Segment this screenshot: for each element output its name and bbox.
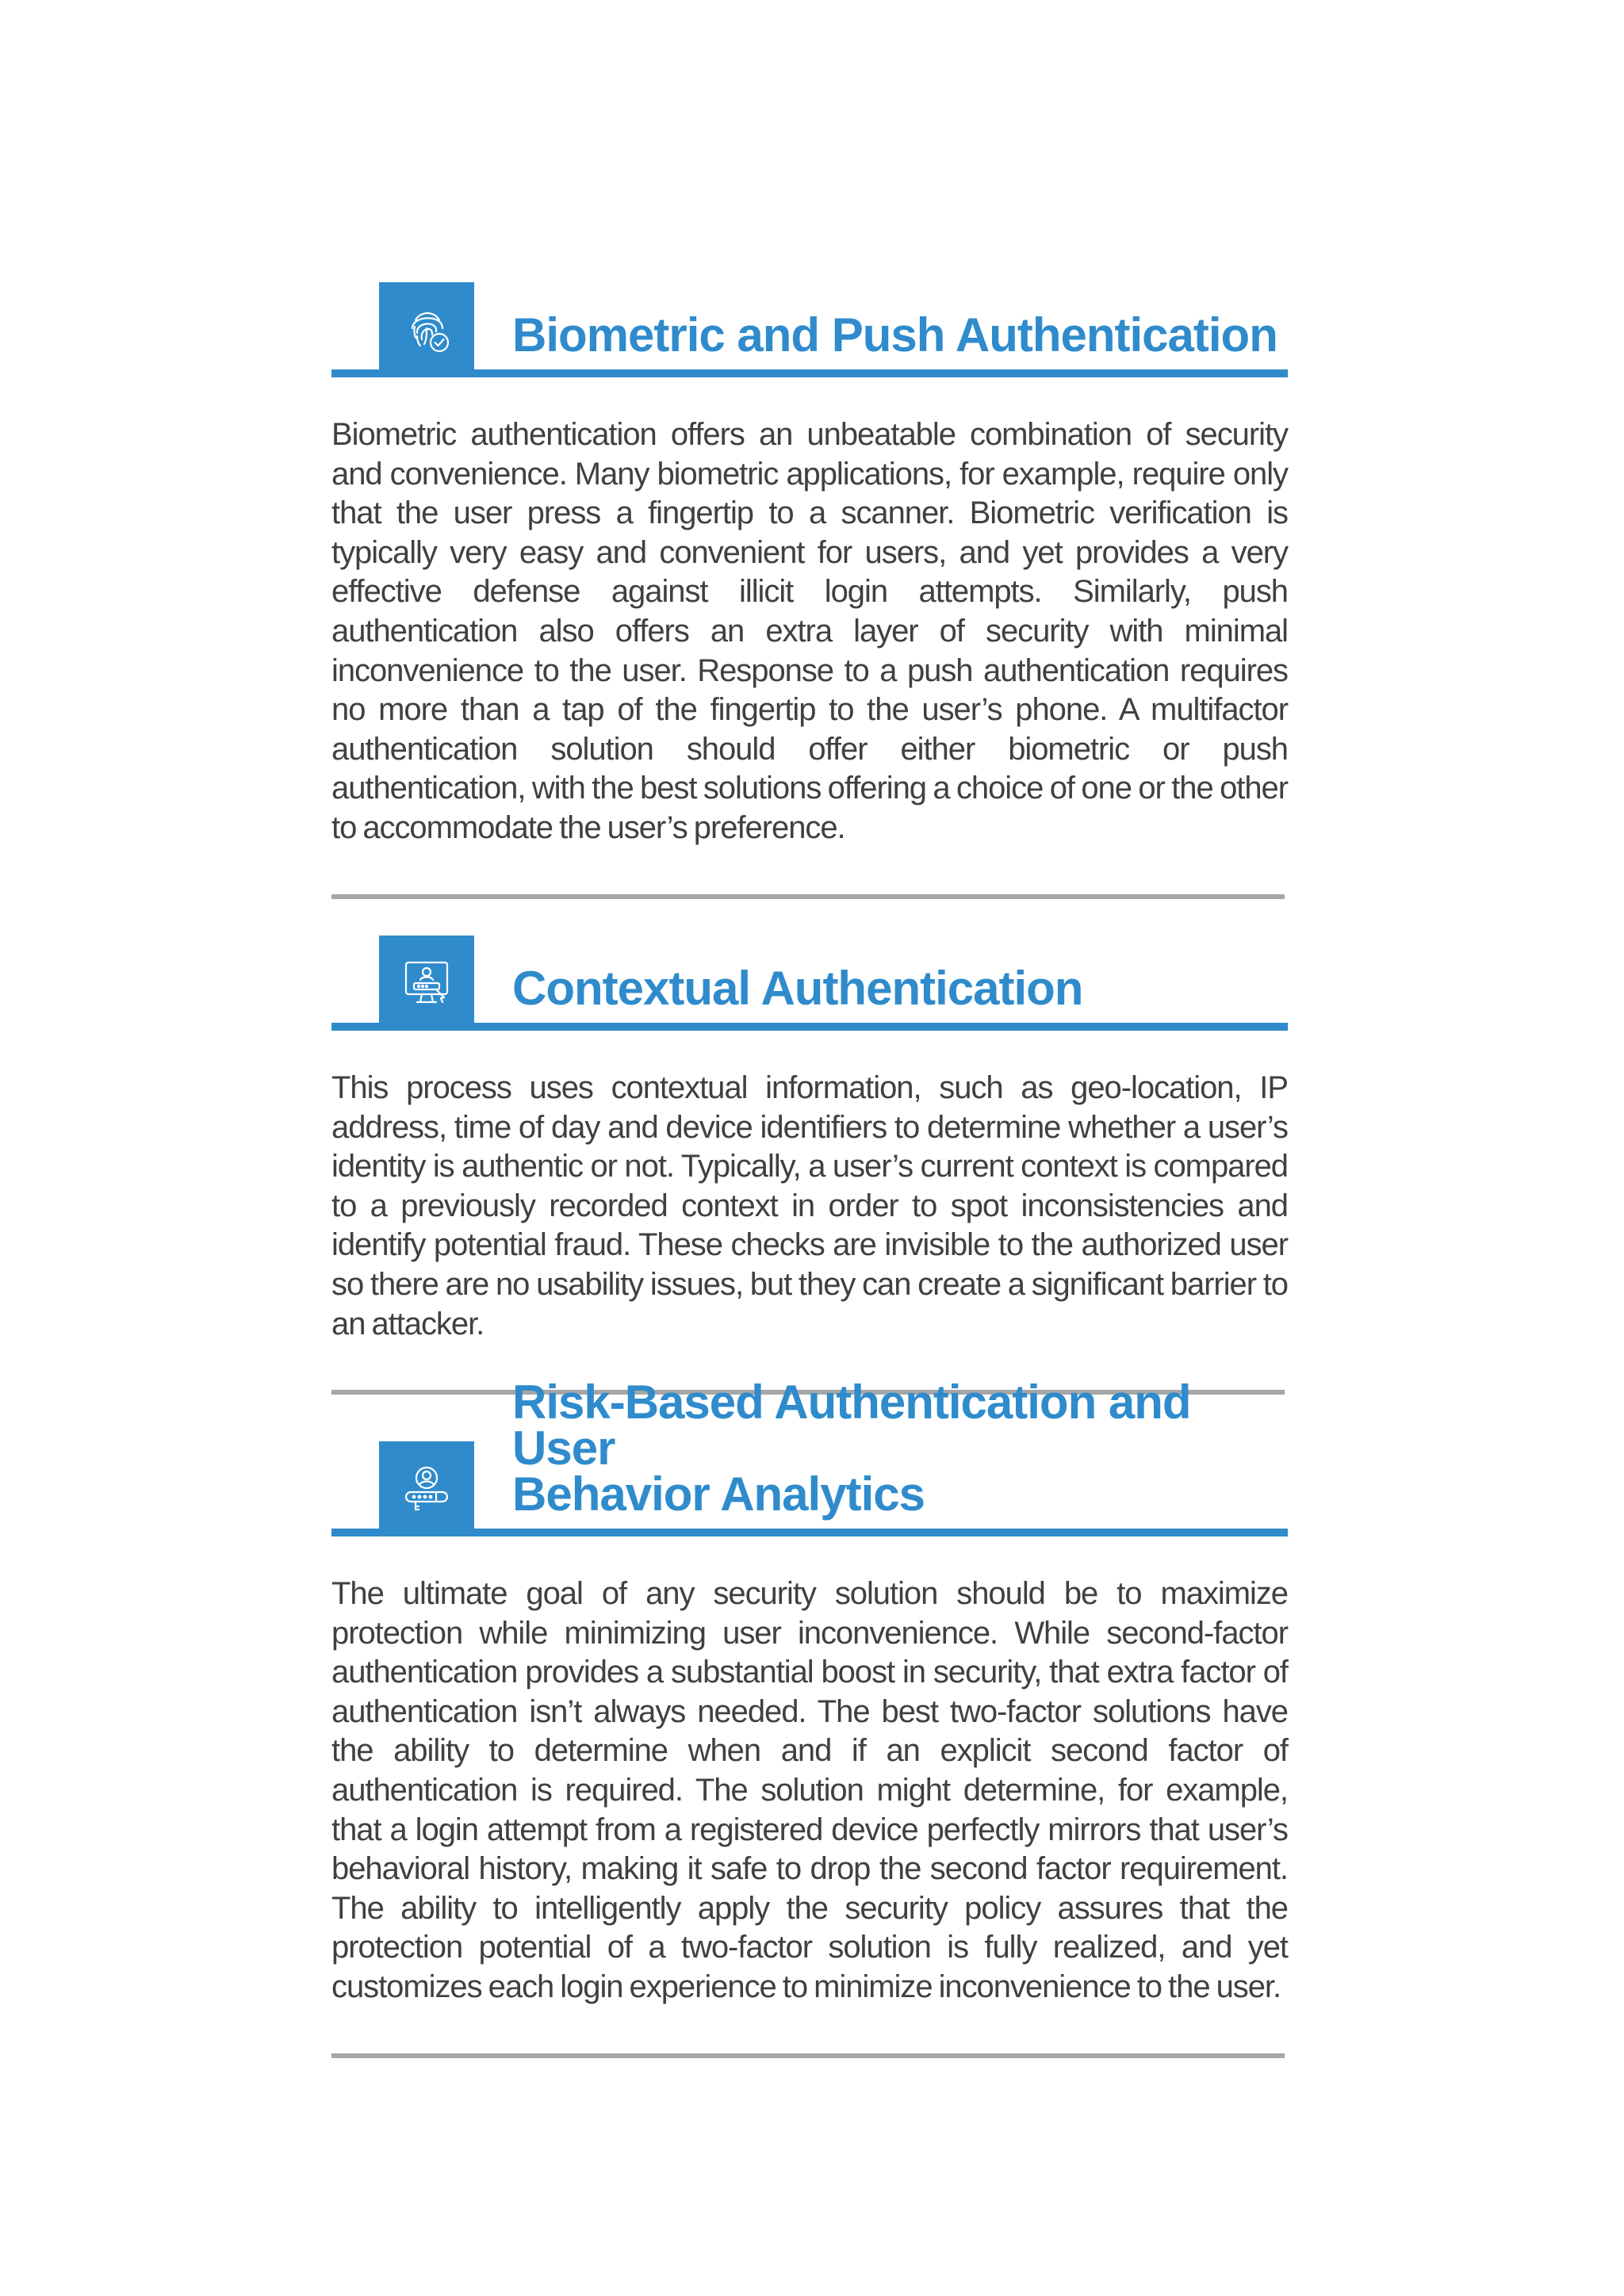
section-title: Biometric and Push Authentication	[512, 308, 1277, 362]
section-header	[331, 936, 1288, 1031]
header-rule	[331, 1529, 1288, 1536]
section-divider	[331, 894, 1285, 899]
section-divider	[331, 2053, 1285, 2058]
section-title: Contextual Authentication	[512, 962, 1083, 1015]
section-header	[331, 282, 1288, 377]
section-body: This process uses contextual information, such as geo-location, IP address, time of day and device identifiers to determine whether a user’s identity is authentic or not. Typically, a user’s current context is compared to a previously recorded context in order to spot inconsistencies and identify potential fraud. These checks are invisible to the authorized user so there are no usability issues, but they can create a significant barrier to an attacker.	[331, 1070, 1288, 1341]
monitor-user-login-icon	[398, 955, 455, 1012]
section-body: The ultimate goal of any security solution should be to maximize protection while minimizing user inconvenience. While second-factor authentication provides a substantial boost in security, that extra factor of authentication isn’t always needed. The best two-factor solutions have the ability to determine when and if an explicit second factor of authentication is required. The solution might determine, for example, that a login attempt from a registered device perfectly mirrors that user’s behavioral history, making it safe to drop the second factor requirement. The ability to intelligently apply the security policy assures that the protection potential of a two-factor solution is fully realized, and yet customizes each login experience to minimize inconvenience to the user.	[331, 1576, 1288, 2004]
section-title: Risk-Based Authentication and User Behavior Analytics	[512, 1376, 1191, 1521]
section-contextual	[331, 936, 1288, 1395]
fingerprint-check-icon	[398, 301, 455, 358]
section-header	[331, 1376, 1288, 1536]
section-biometric-push	[331, 282, 1288, 899]
section-risk-based	[331, 1376, 1288, 2058]
icon-tile	[379, 936, 474, 1031]
header-rule	[331, 1023, 1288, 1031]
section-body: Biometric authentication offers an unbeatable combination of security and convenience. Many biometric applications, for example, require only that the user press a fingertip to a scanner. Biometric verification is typically very easy and convenient for users, and yet provides a very effective defense against illicit login attempts. Similarly, push authentication also offers an extra layer of security with minimal inconvenience to the user. Response to a push authentication requires no more than a tap of the fingertip to the user’s phone. A multifactor authentication solution should offer either biometric or push authentication, with the best solutions offering a choice of one or the other to accommodate the user’s preference.	[331, 417, 1288, 845]
user-password-key-icon	[398, 1460, 455, 1517]
icon-tile	[379, 1441, 474, 1536]
icon-tile	[379, 282, 474, 377]
header-rule	[331, 369, 1288, 377]
